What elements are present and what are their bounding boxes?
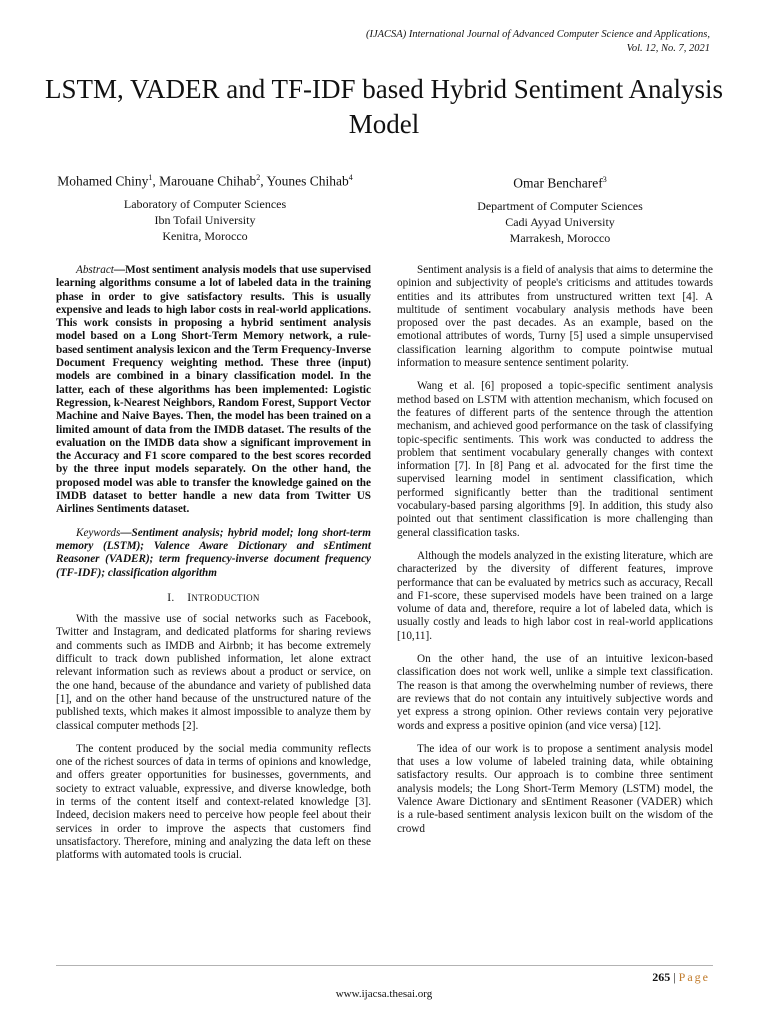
author-names-left (55, 170, 355, 190)
affiliation-line: Ibn Tofail University (154, 212, 256, 227)
journal-volume: Vol. 12, No. 7, 2021 (626, 43, 710, 54)
abstract (56, 264, 371, 517)
author-index: 3 (602, 175, 607, 184)
affiliation-line: Department of Computer Sciences (477, 198, 643, 213)
journal-name: (IJACSA) International Journal of Advanced Computer Science and Applications, (365, 29, 710, 40)
body-paragraph: Sentiment analysis is a field of analysis that aims to determine the opinion and subjectivity of people's criticisms and attitudes towards entities and its attributes from unstructured written text [4]. A multitude of sentiment vocabulary analysis methods have been proposed over the past decades. As an example, based on the emotional attributes of words, Turny [5] used a simple unsupervised classification learning algorithm to compute pointwise mutual information to measure sentence sentiment polarity. (397, 264, 713, 370)
section-title-rest: NTRODUCTION (191, 592, 260, 603)
body-paragraph: Although the models analyzed in the existing literature, which are characterized by the diversity of different features, improve performance that can be evaluated by metrics such as accuracy, Recall and F1-score, these supervised models have been trained on a large volume of data and, therefore, require a lot of labeled data, which is usually costly and leads to high labor cost in real-world applications [10,11]. (397, 549, 713, 642)
section-title-initial: I (187, 591, 192, 604)
author-name: , Marouane Chihab (152, 173, 257, 189)
affiliation-line: Laboratory of Computer Sciences (123, 196, 287, 211)
author-block-left (55, 170, 355, 244)
body-paragraph: The content produced by the social media community reflects one of the richest sources of data in terms of opinions and knowledge, and offers greater opportunities for businesses, governments, and society to extract valuable, expressive, and diverse knowledge, both in terms of the content itself and context-related knowledge [3]. Indeed, decision makers need to perceive how people feel about their services in order to improve the aspects that customers find unsatisfactory. Therefore, mining and analyzing the data left on these platforms with automated tools is crucial. (56, 742, 371, 862)
author-name: Mohamed Chiny (57, 173, 149, 189)
page-number (652, 970, 710, 985)
author-name: , Younes Chihab (260, 173, 349, 189)
body-paragraph: With the massive use of social networks such as Facebook, Twitter and Instagram, and dedicated platforms for sharing reviews and comments such as IMDB and Airbnb; it has become extremely difficult to track down published information, let alone extract relevant information such as reviews about a product or service, on the one hand, because of the abundance and variety of published data [1], and on the other hand because of the unstructured nature of the published texts, which makes it almost impossible to analyze them by classical computer methods [2]. (56, 613, 371, 732)
affiliation-line: Marrakesh, Morocco (509, 230, 611, 245)
journal-header (230, 28, 710, 56)
author-name: Omar Bencharef (513, 175, 603, 191)
author-block-right (410, 172, 710, 246)
left-column (56, 264, 371, 872)
footer-url: www.ijacsa.thesai.org (335, 988, 433, 1000)
author-index: 2 (256, 173, 261, 182)
abstract-label: Abstract (76, 264, 114, 276)
right-column (397, 264, 713, 846)
section-number: I. (167, 591, 175, 604)
page-number-value: 265 (652, 970, 671, 984)
page-word: Page (678, 970, 710, 984)
page-separator: | (670, 970, 679, 984)
affiliation-line: Kenitra, Morocco (162, 228, 248, 243)
keywords (56, 527, 371, 580)
paper-title: LSTM, VADER and TF-IDF based Hybrid Sentiment Analysis Model (44, 74, 723, 139)
section-heading (56, 592, 371, 605)
body-paragraph: The idea of our work is to propose a sentiment analysis model that uses a low volume of labeled training data, while obtaining satisfactory results. Our approach is to combine three sentiment analysis models; the Long Short-Term Memory (LSTM) model, the Valence Aware Dictionary and sEntiment Reasoner (VADER) which is a rule-based sentiment analysis lexicon built on the wisdom of the crowd (397, 742, 713, 835)
keywords-text: —Sentiment analysis; hybrid model; long short-term memory (LSTM); Valence Aware Dictionary and sEntiment Reasoner (VADER); term frequency-inverse document frequency (TF-IDF); classification algorithm (56, 526, 371, 579)
keywords-label: Keywords (76, 526, 121, 539)
author-names-right (410, 172, 710, 192)
affiliation-line: Cadi Ayyad University (505, 214, 615, 229)
author-index: 1 (148, 173, 153, 182)
abstract-text: —Most sentiment analysis models that use supervised learning algorithms consume a lot of labeled data in the training phase in order to give satisfactory results. This is usually expensive and leads to high labor costs in real-world applications. This work consists in proposing a hybrid sentiment analysis model based on a Long Short-Term Memory network, a rule-based sentiment analysis lexicon and the Term Frequency-Inverse Document Frequency weighting method. These three (input) models are combined in a binary classification model. In the latter, each of these algorithms has been implemented: Logistic Regression, k-Nearest Neighbors, Random Forest, Support Vector Machine and Naive Bayes. Then, the model has been trained on a limited amount of data from the IMDB dataset. The results of the evaluation on the IMDB data show a significant improvement in the Accuracy and F1 score compared to the best scores recorded by the three input models separately. On the other hand, the proposed model was able to transfer the knowledge gained on the IMDB dataset to better handle a new data from Twitter US Airlines Sentiments dataset. (56, 264, 371, 516)
footer-divider (56, 965, 713, 966)
body-paragraph: On the other hand, the use of an intuitive lexicon-based classification does not work well, unlike a simple text classification. The reason is that among the overwhelming number of reviews, there are reviews that do not contain any intuitively subjective words and yet express a strong opinion. Other reviews contain very pejorative words and express a positive opinion (and vice versa) [12]. (397, 653, 713, 732)
body-paragraph: Wang et al. [6] proposed a topic-specific sentiment analysis method based on LSTM with attention mechanism, which focused on the features of different parts of the sentence through the attention mechanism, and achieved good performance on the task of classifying topic-specific sentiments. This work was conducted to address the problem that sentiment vocabulary generally changes with context information [7]. In [8] Pang et al. advocated for the first time the supervised learning model in sentiment classification, which performed significantly better than the traditional sentiment vocabulary-based parsing algorithms [9]. In addition, this study also pointed out that sentiment classification is more challenging than general classification tasks. (397, 380, 713, 539)
author-index: 4 (348, 173, 353, 182)
